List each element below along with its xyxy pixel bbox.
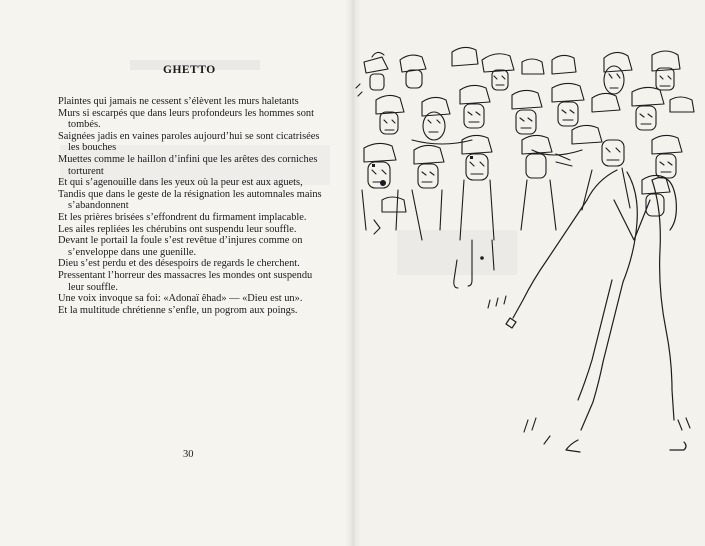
poem-line	[58, 189, 343, 212]
poem-line-continuation: tombés.	[68, 119, 101, 131]
poem-line	[58, 235, 343, 258]
poem-title: GHETTO	[163, 64, 216, 76]
page-number: 30	[183, 449, 194, 460]
poem-line-text: Et les prières brisées s’effondrent du firmament implacable.	[58, 211, 307, 223]
poem-line	[58, 131, 343, 154]
poem-line-continuation: s’enveloppe dans une guenille.	[68, 246, 197, 258]
walking-figure	[506, 170, 686, 452]
poem-line-text: Et la multitude chrétienne s’enfle, un pogrom aux poings.	[58, 304, 298, 316]
poem-line	[58, 212, 343, 224]
poem-line-text: Muettes comme le haillon d’infini que les arêtes des corniches	[58, 153, 318, 165]
left-page	[0, 0, 352, 546]
ink-fills	[372, 156, 484, 260]
poem-line	[58, 96, 343, 108]
poem-line-continuation: les bouches	[68, 142, 117, 154]
poem-line	[58, 305, 343, 317]
poem-line-text: Une voix invoque sa foi: «Adonaï êhad» — «Dieu est un».	[58, 293, 303, 305]
poem-line	[58, 270, 343, 293]
crowd-back-row	[364, 47, 680, 94]
ghetto-illustration	[352, 0, 705, 546]
poem-line-text: Tandis que dans le geste de la résignation les automnales mains	[58, 188, 322, 200]
poem-line-text: Dieu s’est perdu et des désespoirs de regards le cherchent.	[58, 258, 300, 270]
poem-text	[58, 96, 343, 316]
poem-line-continuation: torturent	[68, 165, 104, 177]
poem-line-continuation: s’abandonnent	[68, 200, 129, 212]
poem-line-continuation: leur souffle.	[68, 281, 119, 293]
book-gutter	[345, 0, 361, 546]
poem-line-text: Pressentant l’horreur des massacres les mondes ont suspendu	[58, 269, 313, 281]
poem-line	[58, 293, 343, 305]
poem-line-text: Saignées jadis en vaines paroles aujourd’hui se sont cicatrisées	[58, 130, 320, 142]
poem-line	[58, 177, 343, 189]
poem-line-text: Devant le portail la foule s’est revêtue d’injures comme on	[58, 235, 303, 247]
crowd-front-rows	[364, 125, 682, 216]
poem-line	[58, 258, 343, 270]
poem-line-text: Les ailes repliées les chérubins ont suspendu leur souffle.	[58, 223, 297, 235]
poem-line	[58, 108, 343, 131]
poem-line	[58, 154, 343, 177]
crowd-bodies	[362, 140, 630, 288]
motion-marks	[356, 84, 690, 444]
crowd-middle-rows	[376, 83, 694, 140]
poem-line-text: Et qui s’agenouille dans les yeux où la peur est aux aguets,	[58, 177, 303, 189]
poem-line-text: Plaintes qui jamais ne cessent s’élèvent les murs haletants	[58, 96, 299, 107]
poem-line	[58, 224, 343, 236]
right-page	[352, 0, 705, 546]
poem-line-text: Murs si escarpés que dans leurs profondeurs les hommes sont	[58, 107, 314, 119]
